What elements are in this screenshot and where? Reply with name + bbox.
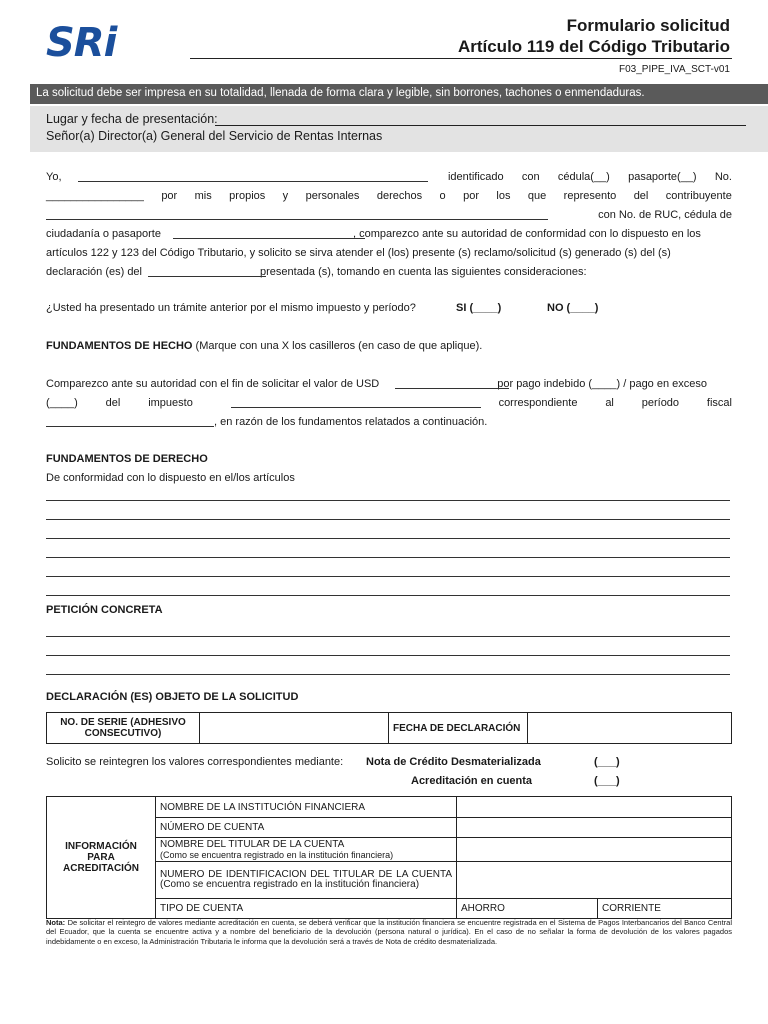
derecho-heading: FUNDAMENTOS DE DERECHO (46, 453, 208, 465)
form-subtitle: Artículo 119 del Código Tributario (457, 37, 730, 56)
instructions-banner: La solicitud debe ser impresa en su totalidad, llenada de forma clara y legible, sin borrones, tachones o enmendaduras. (30, 84, 768, 104)
acreditacion-table (46, 796, 732, 919)
acreditacion-option: Acreditación en cuenta (411, 775, 533, 787)
title-rule (190, 58, 732, 59)
intro-paragraph: Yo, identificado con cédula(__) pasaporte(__) No. ________________ por mis propios y personales derechos o por los que represento del contribuyente con No. de RUC, cédula de ciudadanía o pasaporte , comparezco ante su autoridad de conformidad con lo dispuesto en los artículos 122 y 123 del Código Tributario, y solicito se sirva atender el (los) presente (s) reclamo/solicitud (s) generado (s) del (s) declaración (es) del presentada (s), tomando en cuenta las siguientes consideraciones: (46, 171, 732, 278)
identificacion-label: NUMERO DE IDENTIFICACION DEL TITULAR DE LA CUENTA (Como se encuentra registrado en la institución financiera) (156, 862, 457, 899)
usd-field[interactable] (395, 388, 509, 389)
corriente-option[interactable]: CORRIENTE (598, 899, 732, 919)
hecho-paragraph: Comparezco ante su autoridad con el fin de solicitar el valor de USD por pago indebido (____) / pago en exceso (____) del impuesto correspondiente al período fiscal , en razón de los fundamentos relatados a continuación. (46, 378, 732, 428)
ahorro-option[interactable]: AHORRO (457, 899, 598, 919)
cuenta-input[interactable] (457, 818, 732, 838)
derecho-line[interactable] (46, 519, 730, 520)
peticion-line[interactable] (46, 674, 730, 675)
nota-credito-option: Nota de Crédito Desmaterializada (366, 756, 541, 768)
form-code: F03_PIPE_IVA_SCT-v01 (619, 64, 730, 75)
derecho-line[interactable] (46, 576, 730, 577)
identificacion-input[interactable] (457, 862, 732, 899)
derecho-line[interactable] (46, 500, 730, 501)
sri-logo: SRi (46, 20, 117, 66)
institucion-input[interactable] (457, 797, 732, 818)
peticion-heading: PETICIÓN CONCRETA (46, 604, 163, 616)
tipo-cuenta-label: TIPO DE CUENTA (156, 899, 457, 919)
id-field[interactable] (173, 238, 365, 239)
si-checkbox[interactable]: SI (____) (456, 302, 502, 314)
prior-request-question: ¿Usted ha presentado un trámite anterior por el mismo impuesto y período? (46, 302, 416, 314)
declaracion-field[interactable] (148, 276, 266, 277)
derecho-line[interactable] (46, 538, 730, 539)
declaracion-heading: DECLARACIÓN (ES) OBJETO DE LA SOLICITUD (46, 691, 299, 703)
acreditacion-checkbox[interactable]: (___) (594, 775, 620, 787)
declaracion-table (46, 712, 732, 744)
serie-label: NO. DE SERIE (ADHESIVO CONSECUTIVO) (47, 713, 200, 744)
periodo-field[interactable] (46, 426, 214, 427)
derecho-subtitle: De conformidad con lo dispuesto en el/los artículos (46, 472, 295, 484)
titular-label: NOMBRE DEL TITULAR DE LA CUENTA (Como se encuentra registrado en la institución financiera) (156, 838, 457, 862)
addressee: Señor(a) Director(a) General del Servicio de Rentas Internas (46, 129, 383, 143)
name-field[interactable] (78, 181, 428, 182)
fecha-label: FECHA DE DECLARACIÓN (389, 713, 528, 744)
peticion-line[interactable] (46, 655, 730, 656)
form-title: Formulario solicitud (566, 16, 730, 35)
reintegro-text: Solicito se reintegren los valores correspondientes mediante: (46, 756, 344, 768)
peticion-line[interactable] (46, 636, 730, 637)
institucion-label: NOMBRE DE LA INSTITUCIÓN FINANCIERA (156, 797, 457, 818)
derecho-line[interactable] (46, 595, 730, 596)
cuenta-label: NÚMERO DE CUENTA (156, 818, 457, 838)
serie-input[interactable] (200, 713, 389, 744)
impuesto-field[interactable] (231, 407, 481, 408)
contribuyente-field[interactable] (46, 219, 548, 220)
footnote: Nota: De solicitar el reintegro de valores mediante acreditación en cuenta, se deberá verificar que la institución financiera se encuentre registrada en el Sistema de Pagos Interbancarios del Banco Central del Ecuador, que la cuenta se encuentre activa y a nombre del beneficiario de la devolución (persona natural o jurídica). En el caso de no señalar la forma de devolución de los valores pagados indebidamente o en exceso, la Administración Tributaria le informa que la devolución será a través de Nota de crédito desmaterializada. (46, 918, 732, 946)
titular-input[interactable] (457, 838, 732, 862)
nota-credito-checkbox[interactable]: (___) (594, 756, 620, 768)
derecho-line[interactable] (46, 557, 730, 558)
no-checkbox[interactable]: NO (____) (547, 302, 599, 314)
fecha-input[interactable] (528, 713, 732, 744)
lugar-label: Lugar y fecha de presentación: (46, 112, 218, 126)
acreditacion-side-label: INFORMACIÓN PARA ACREDITACIÓN (47, 797, 156, 919)
hecho-heading: FUNDAMENTOS DE HECHO (Marque con una X los casilleros (en caso de que aplique). (46, 340, 483, 352)
lugar-field[interactable] (215, 125, 746, 126)
